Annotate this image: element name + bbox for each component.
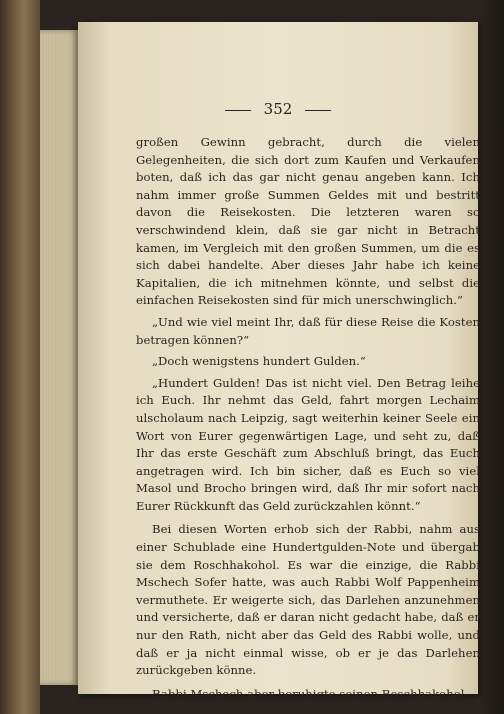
paragraph-2: „Und wie viel meint Ihr, daß für diese Reise die Kosten betragen können?“ bbox=[136, 314, 480, 347]
background-right bbox=[478, 0, 504, 714]
page-number: 352 bbox=[263, 100, 293, 118]
header-rule-left bbox=[225, 110, 251, 111]
paragraph-5: Bei diesen Worten erhob sich der Rabbi, nahm aus einer Schublade eine Hundertgulden-Note und übergab sie dem Roschhakohol. Es war die einzige, die Rabbi Mschech Sofer hatte, was auch Rabbi Wolf Pappenheim vermuthete. Er weigerte sich, das Darlehen anzunehmen und versicherte, daß er daran nicht gedacht habe, daß er nur den Rath, nicht aber das Geld des Rabbi wolle, und daß er ja nicht einmal wisse, ob er je das Darlehen zurückgeben könne. bbox=[136, 522, 480, 678]
paragraph-4: „Hundert Gulden! Das ist nicht viel. Den Betrag leihe ich Euch. Ihr nehmt das Geld, fahrt morgen Lechaim ulscholaum nach Leipzig, sagt weiterhin keiner Seele ein Wort von Eurer gegenwärtigen Lage, und seht zu, daß Ihr das erste Geschäft zum Abschluß bringt, das Euch angetragen wird. Ich bin sicher, daß es Euch so viel Masol und Brocho bringen wird, daß Ihr mir sofort nach Eurer Rückkunft das Geld zurückzahlen könnt.“ bbox=[136, 375, 480, 513]
page-edges bbox=[40, 30, 78, 685]
page-header bbox=[78, 100, 478, 120]
paragraph-3: „Doch wenigstens hundert Gulden.“ bbox=[152, 354, 366, 369]
paragraph-6: Rabbi Mschech aber beruhigte seinen Roschhakohol. bbox=[152, 686, 469, 701]
book-spine bbox=[0, 0, 40, 714]
page-body bbox=[136, 134, 480, 707]
header-rule-right bbox=[305, 110, 331, 111]
paragraph-1: großen Gewinn gebracht, durch die vielen Gelegenheiten, die sich dort zum Kaufen und Verkaufen boten, daß ich das gar nicht genau angeben kann. Ich nahm immer große Summen Geldes mit und bestritt davon die Reisekosten. Die letzteren waren so verschwindend klein, daß sie gar nicht in Betracht kamen, im Vergleich mit den großen Summen, um die es sich dabei handelte. Aber dieses Jahr habe ich keine Kapitalien, die ich mitnehmen könnte, und selbst die einfachen Reisekosten sind für mich unerschwinglich.“ bbox=[136, 135, 480, 308]
book-page bbox=[78, 22, 480, 701]
